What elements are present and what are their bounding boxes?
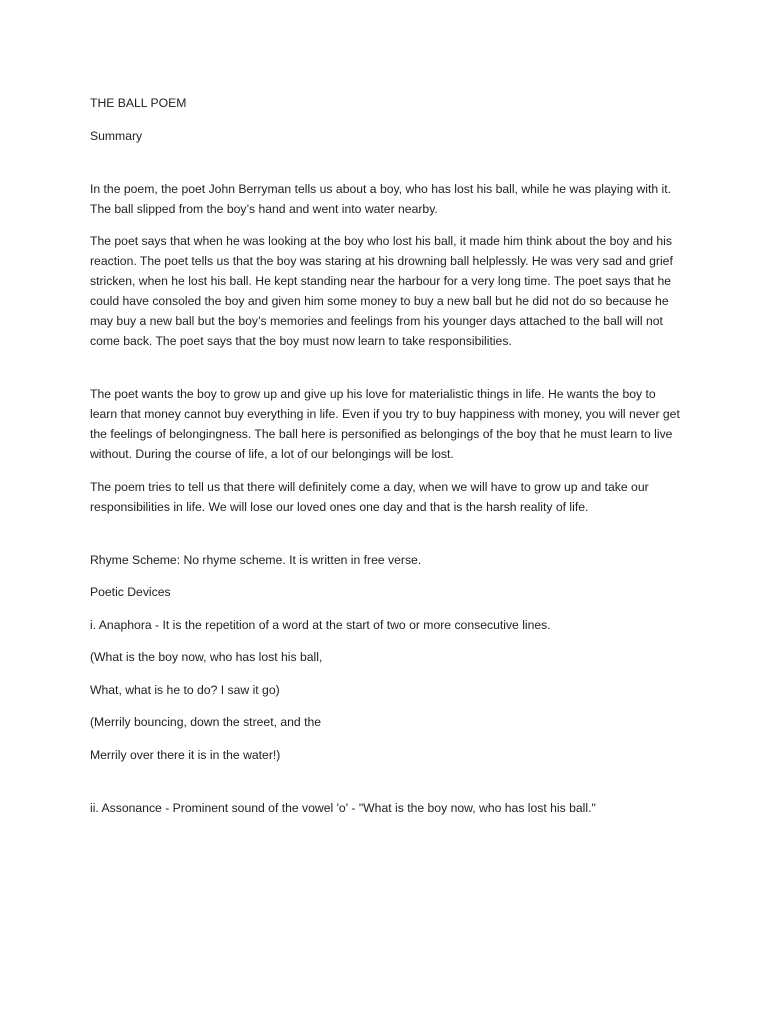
assonance-definition: ii. Assonance - Prominent sound of the vowel 'o' - "What is the boy now, who has lost his ball." (90, 800, 596, 815)
anaphora-definition: i. Anaphora - It is the repetition of a word at the start of two or more consecutive lines. (90, 617, 551, 632)
summary-paragraph-3: The poet wants the boy to grow up and give up his love for materialistic things in life. He wants the boy to learn that money cannot buy everything in life. Even if you try to buy happiness with money, you will never get the feelings of belongingness. The ball here is personified as belongings of the boy that he must learn to live without. During the course of life, a lot of our belongings will be lost. (90, 387, 680, 461)
quote-line-3: (Merrily bouncing, down the street, and the (90, 715, 322, 729)
document-body (90, 93, 680, 830)
quote-line-1: (What is the boy now, who has lost his ball, (90, 650, 323, 664)
document-title: THE BALL POEM (90, 96, 187, 110)
summary-paragraph-2: The poet says that when he was looking at the boy who lost his ball, it made him think about the boy and his reaction. The poet tells us that the boy was staring at his drowning ball helplessly. He was very sad and grief stricken, when he lost his ball. He kept standing near the harbour for a very long time. The poet says that he could have consoled the boy and given him some money to buy a new ball but he did not do so because he may buy a new ball but the boy’s memories and feelings from his younger days attached to the ball will not come back. The poet says that the boy must now learn to take responsibilities. (90, 234, 673, 348)
summary-paragraph-4: The poem tries to tell us that there will definitely come a day, when we will have to grow up and take our responsibilities in life. We will lose our loved ones one day and that is the harsh reality of life. (90, 479, 649, 514)
quote-line-2: What, what is he to do? I saw it go) (90, 682, 280, 697)
summary-heading: Summary (90, 128, 143, 143)
quote-line-4: Merrily over there it is in the water!) (90, 747, 281, 762)
summary-paragraph-1: In the poem, the poet John Berryman tells us about a boy, who has lost his ball, while he was playing with it. The ball slipped from the boy’s hand and went into water nearby. (90, 181, 672, 216)
rhyme-scheme: Rhyme Scheme: No rhyme scheme. It is written in free verse. (90, 552, 422, 567)
poetic-devices-heading: Poetic Devices (90, 585, 171, 599)
